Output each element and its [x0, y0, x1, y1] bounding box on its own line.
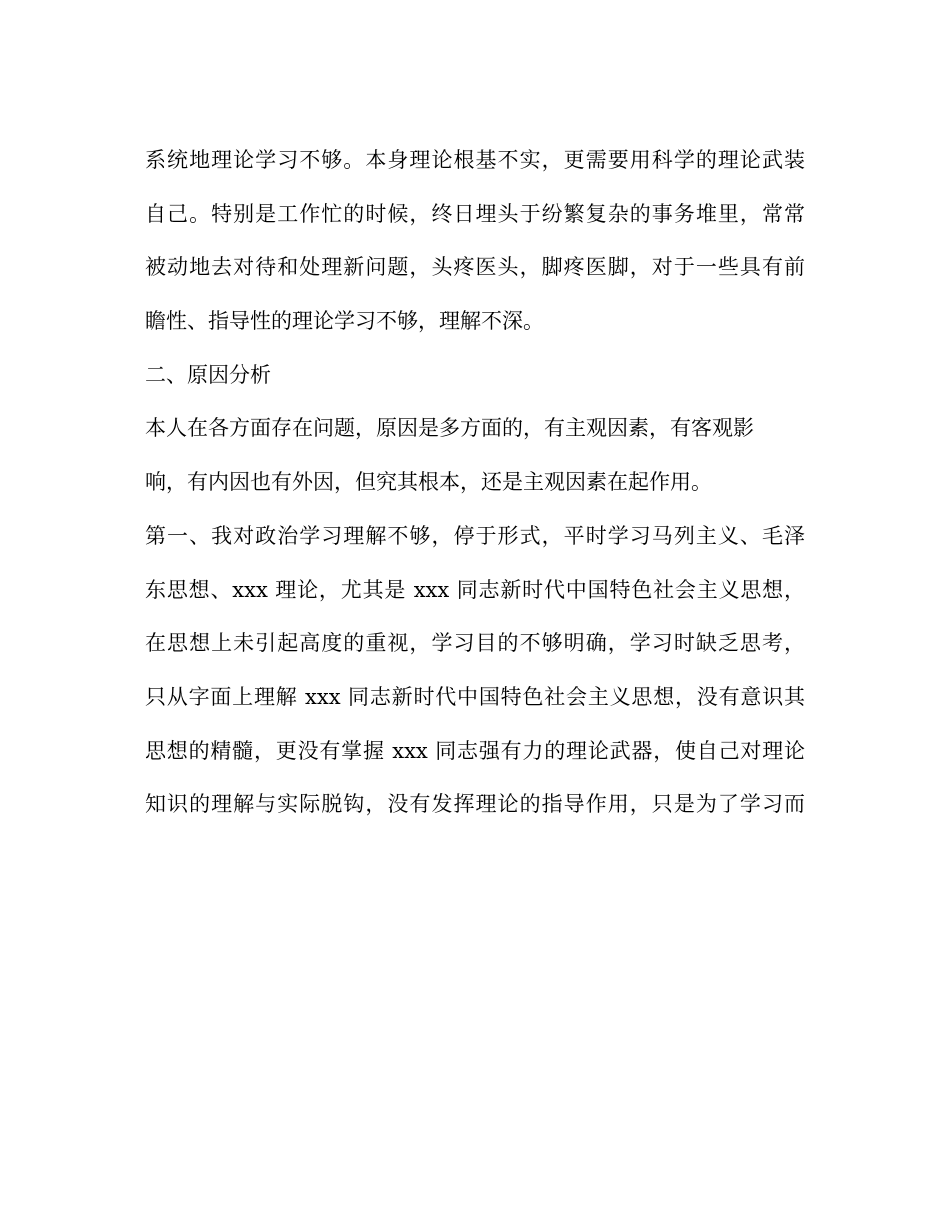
- text-line: 系统地理论学习不够。本身理论根基不实，更需要用科学的理论武装: [145, 148, 805, 172]
- text-line: 思想的精髓，更没有掌握 xxx 同志强有力的理论武器，使自己对理论: [145, 738, 805, 763]
- text-line: 东思想、xxx 理论，尤其是 xxx 同志新时代中国特色社会主义思想，: [145, 577, 805, 602]
- text-line: 知识的理解与实际脱钩，没有发挥理论的指导作用，只是为了学习而: [145, 792, 805, 817]
- text-line: 只从字面上理解 xxx 同志新时代中国特色社会主义思想，没有意识其: [145, 684, 805, 709]
- text-line: 在思想上未引起高度的重视，学习目的不够明确，学习时缺乏思考，: [145, 631, 805, 656]
- text-line: 瞻性、指导性的理论学习不够，理解不深。: [145, 309, 544, 334]
- text-line: 第一、我对政治学习理解不够，停于形式，平时学习马列主义、毛泽: [145, 523, 805, 548]
- text-line: 被动地去对待和处理新问题，头疼医头，脚疼医脚，对于一些具有前: [145, 255, 805, 280]
- text-line: 响，有内因也有外因，但究其根本，还是主观因素在起作用。: [145, 470, 712, 495]
- text-line: 自己。特别是工作忙的时候，终日埋头于纷繁复杂的事务堆里，常常: [145, 201, 805, 226]
- text-line: 本人在各方面存在问题，原因是多方面的，有主观因素，有客观影: [145, 416, 754, 441]
- section-heading: 二、原因分析: [145, 362, 271, 387]
- body-text: [145, 136, 805, 834]
